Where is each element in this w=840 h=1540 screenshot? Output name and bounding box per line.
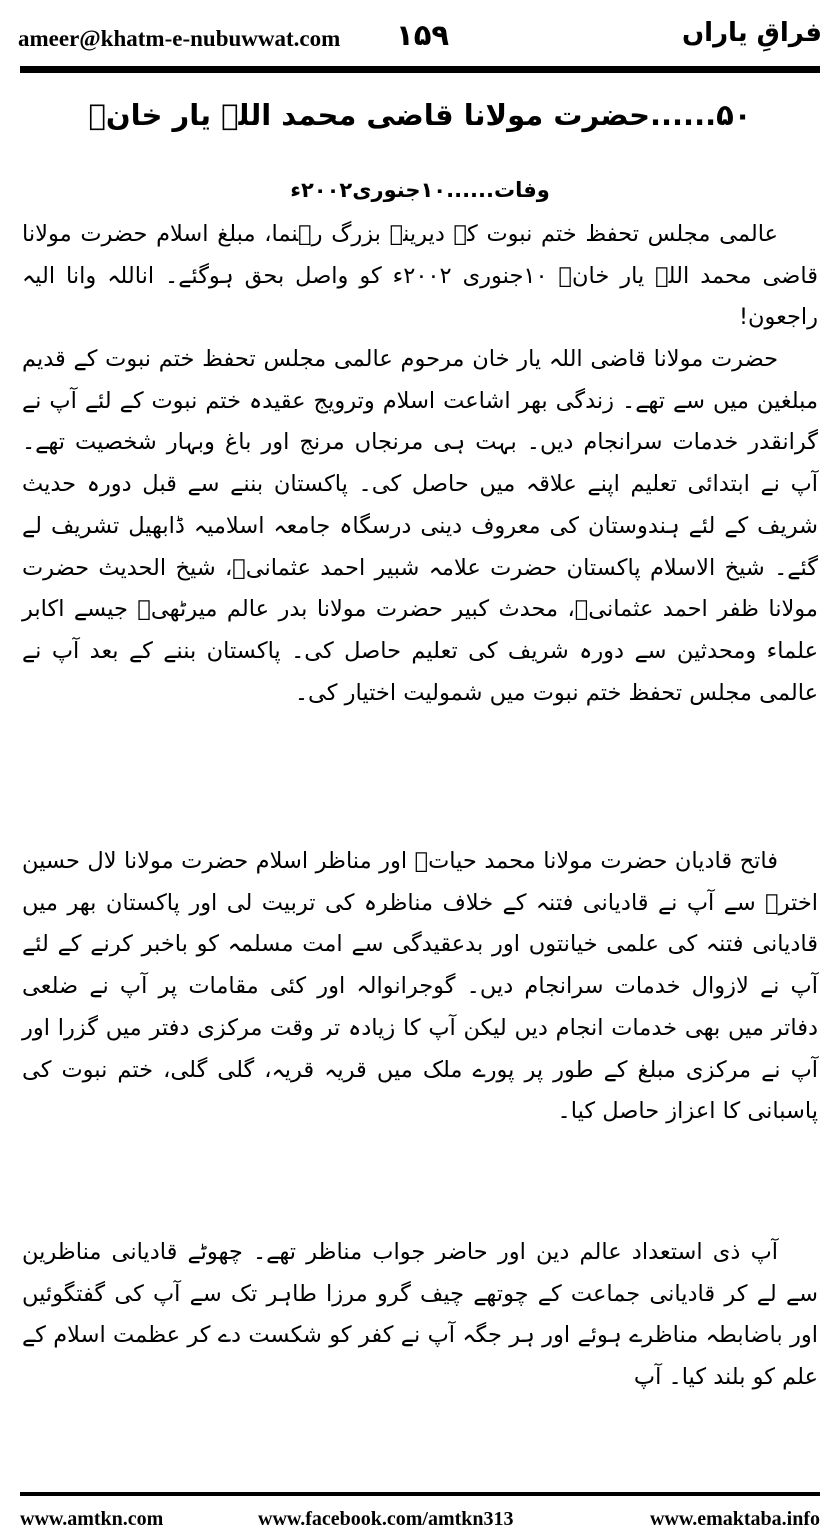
paragraph-text: آپ ذی استعداد عالم دین اور حاضر جواب مناظر تھے۔ چھوٹے قادیانی مناظرین سے لے کر قادیانی جماعت کے چوتھے چیف گرو مرزا طاہر تک سے آپ کی گفتگوئیں اور باضابطہ مناظرے ہوئے اور ہر جگہ آپ نے کفر کو شکست دے کر عظمت اسلام کے علم کو بلند کیا۔ آپ <box>22 1239 818 1391</box>
paragraph-4 <box>22 1232 818 1399</box>
paragraph-1 <box>22 214 818 339</box>
footer-link-amtkn[interactable]: www.amtkn.com <box>20 1508 164 1530</box>
header-rule <box>20 66 820 73</box>
paragraph-text: حضرت مولانا قاضی اللہ یار خان مرحوم عالمی مجلس تحفظ ختم نبوت کے قدیم مبلغین میں سے تھے۔ زندگی بھر اشاعت اسلام وترویج عقیدہ ختم نبوت کے لئے آپ نے گرانقدر خدمات سرانجام دیں۔ بہت ہی مرنجاں مرنج اور باغ وبہار شخصیت تھے۔ آپ نے ابتدائی تعلیم اپنے علاقہ میں حاصل کی۔ پاکستان بننے سے قبل دورہ حدیث شریف کے لئے ہندوستان کی معروف دینی درسگاہ جامعہ اسلامیہ ڈابھیل تشریف لے گئے۔ شیخ الاسلام پاکستان حضرت علامہ شبیر احمد عثمانیؒ، شیخ الحدیث حضرت مولانا ظفر احمد عثمانیؒ، محدث کبیر حضرت مولانا بدر عالم میرٹھیؒ جیسے اکابر علماء ومحدثین سے دورہ شریف کی تعلیم حاصل کی۔ پاکستان بننے کے بعد آپ نے عالمی مجلس تحفظ ختم نبوت میں شمولیت اختیار کی۔ <box>22 346 818 706</box>
page-header <box>18 12 822 62</box>
paragraph-text: عالمی مجلس تحفظ ختم نبوت کے دیرینہ بزرگ رہنما، مبلغ اسلام حضرت مولانا قاضی محمد اللہ یار خانؒ ۱۰جنوری ۲۰۰۲ء کو واصل بحق ہوگئے۔ اناللہ وانا الیہ راجعون! <box>22 221 819 331</box>
footer-rule <box>20 1492 820 1496</box>
paragraph-2 <box>22 339 818 714</box>
chapter-heading: ۵۰......حضرت مولانا قاضی محمد اللہ یار خانؒ <box>88 98 752 132</box>
book-title: فراقِ یاراں <box>681 18 822 48</box>
footer-link-emaktaba[interactable]: www.emaktaba.info <box>649 1508 820 1530</box>
death-date: وفات......۱۰جنوری۲۰۰۲ء <box>290 178 550 202</box>
paragraph-text: فاتح قادیان حضرت مولانا محمد حیاتؒ اور مناظر اسلام حضرت مولانا لال حسین اخترؒ سے آپ نے قادیانی فتنہ کے خلاف مناظرہ کی تربیت لی اور پاکستان بھر میں قادیانی فتنہ کی علمی خیانتوں اور بدعقیدگی سے امت مسلمہ کو باخبر کرنے کے لئے آپ نے لازوال خدمات سرانجام دیں۔ گوجرانوالہ اور کئی مقامات پر آپ نے ضلعی دفاتر میں بھی خدمات انجام دیں لیکن آپ کا زیادہ تر وقت مرکزی دفتر میں گزرا اور آپ نے مرکزی مبلغ کے طور پر پورے ملک میں قریہ قریہ، گلی گلی، ختم نبوت کی پاسبانی کا اعزاز حاصل کیا۔ <box>22 848 818 1125</box>
footer-link-facebook[interactable]: www.facebook.com/amtkn313 <box>258 1508 514 1530</box>
page-footer <box>20 1500 820 1540</box>
page-number: ۱۵۹ <box>396 18 450 52</box>
header-email: ameer@khatm-e-nubuwwat.com <box>18 26 341 51</box>
paragraph-3 <box>22 841 818 1133</box>
